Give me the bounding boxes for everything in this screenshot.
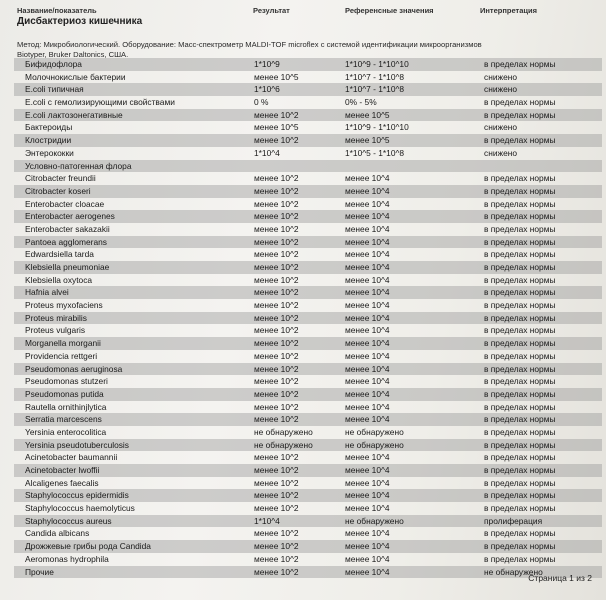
row-interpretation: в пределах нормы [484,325,556,336]
row-name: Клостридии [25,135,72,146]
table-row [14,185,602,198]
table-row [14,223,602,236]
row-result: менее 10^2 [254,236,299,247]
row-interpretation: в пределах нормы [484,414,556,425]
row-interpretation: в пределах нормы [484,528,556,539]
row-interpretation: снижено [484,147,518,158]
row-result: менее 10^2 [254,363,299,374]
row-name: Edwardsiella tarda [25,249,94,260]
table-row [14,553,602,566]
row-name: Acinetobacter lwoffii [25,465,100,475]
row-result: менее 10^2 [254,325,299,336]
row-reference: менее 10^4 [345,274,390,285]
row-result: менее 10^2 [254,477,299,488]
row-result: не обнаружено [254,426,313,437]
row-reference: менее 10^4 [345,338,390,349]
row-result: менее 10^2 [254,223,299,234]
table-row [14,261,602,274]
row-interpretation: в пределах нормы [484,211,556,222]
row-name: Прочие [25,566,54,577]
table-row [14,401,602,414]
row-name: Acinetobacter baumannii [25,452,118,463]
row-reference: менее 10^4 [345,503,390,514]
table-row [14,312,602,325]
row-name: Providencia rettgeri [25,350,98,361]
row-reference: 1*10^5 - 1*10^8 [345,147,405,158]
row-reference: менее 10^4 [345,300,390,311]
table-row [14,286,602,299]
row-result: менее 10^2 [254,553,299,564]
row-result: менее 10^5 [254,71,299,82]
row-interpretation: в пределах нормы [484,426,556,437]
row-name: Staphylococcus epidermidis [25,490,129,501]
row-name: Klebsiella pneumoniae [25,262,110,272]
row-result: менее 10^2 [254,173,299,184]
row-name: Alcaligenes faecalis [25,477,99,488]
row-reference: 1*10^9 - 1*10^10 [345,59,409,69]
row-name: Enterobacter sakazakii [25,223,110,234]
row-interpretation: в пределах нормы [484,274,556,285]
table-row [14,274,602,287]
row-name: Citrobacter koseri [25,185,91,196]
row-reference: менее 10^5 [345,135,390,146]
row-interpretation: в пределах нормы [484,439,556,450]
row-reference: менее 10^4 [345,173,390,184]
row-result: менее 10^2 [254,338,299,349]
row-reference: менее 10^4 [345,553,390,564]
row-reference: менее 10^4 [345,452,390,463]
row-interpretation: в пределах нормы [484,249,556,260]
row-interpretation: в пределах нормы [484,363,556,374]
row-interpretation: в пределах нормы [484,97,556,108]
row-name: Yersinia pseudotuberculosis [25,439,129,450]
row-result: 0 % [254,97,269,108]
row-interpretation: в пределах нормы [484,338,556,349]
row-result: менее 10^2 [254,249,299,260]
row-reference: менее 10^4 [345,401,390,412]
row-reference: менее 10^4 [345,262,390,272]
header-reference: Референсные значения [345,6,434,15]
table-row [14,121,602,134]
row-reference: менее 10^4 [345,541,390,552]
row-result: менее 10^2 [254,541,299,552]
row-reference: не обнаружено [345,426,404,437]
row-interpretation: в пределах нормы [484,173,556,184]
row-result: менее 10^2 [254,262,299,272]
row-interpretation: в пределах нормы [484,477,556,488]
row-reference: 1*10^7 - 1*10^8 [345,71,405,82]
row-result: менее 10^2 [254,414,299,425]
table-row [14,489,602,502]
row-reference: не обнаружено [345,515,404,526]
row-reference: менее 10^4 [345,350,390,361]
row-reference: менее 10^4 [345,414,390,425]
table-row [14,236,602,249]
row-reference: менее 10^4 [345,363,390,374]
row-reference: менее 10^4 [345,490,390,501]
row-reference: 1*10^9 - 1*10^10 [345,122,409,133]
row-reference: менее 10^4 [345,376,390,387]
header-result: Результат [253,6,290,15]
row-reference: менее 10^4 [345,477,390,488]
row-interpretation: в пределах нормы [484,300,556,311]
table-row [14,172,602,185]
row-reference: менее 10^4 [345,249,390,260]
table-row [14,324,602,337]
table-row [14,566,602,579]
row-reference: менее 10^4 [345,388,390,399]
row-name: Rautella ornithinjlytica [25,401,107,412]
row-name: Staphylococcus aureus [25,515,112,526]
row-name: Pseudomonas putida [25,388,104,399]
row-reference: менее 10^4 [345,325,390,336]
row-name: E.coli типичная [25,84,84,95]
row-interpretation: в пределах нормы [484,109,556,120]
row-interpretation: в пределах нормы [484,198,556,209]
row-result: 1*10^4 [254,147,280,158]
table-row [14,464,602,477]
row-reference: менее 10^5 [345,109,390,120]
row-interpretation: пролиферация [484,515,543,526]
row-result: 1*10^6 [254,84,280,95]
row-result: менее 10^2 [254,274,299,285]
row-name: E.coli с гемолизирующими свойствами [25,97,175,108]
table-row [14,375,602,388]
row-reference: менее 10^4 [345,312,390,323]
row-result: менее 10^5 [254,122,299,133]
table-row [14,198,602,211]
row-result: менее 10^2 [254,566,299,577]
row-interpretation: в пределах нормы [484,503,556,514]
row-interpretation: в пределах нормы [484,236,556,247]
row-name: Условно-патогенная флора [25,160,132,171]
table-row [14,540,602,553]
header-interpretation: Интерпретация [480,6,537,15]
method-line-2: Biotyper, Bruker Daltonics, США. [17,50,129,59]
row-name: Hafnia alvei [25,287,69,298]
report-title: Дисбактериоз кишечника [17,16,143,27]
row-reference: менее 10^4 [345,287,390,298]
table-row [14,477,602,490]
row-result: менее 10^2 [254,211,299,222]
table-row [14,350,602,363]
row-interpretation: в пределах нормы [484,223,556,234]
row-result: 1*10^9 [254,59,280,69]
row-name: Enterobacter aerogenes [25,211,115,222]
row-interpretation: в пределах нормы [484,490,556,501]
page-footer: Страница 1 из 2 [528,573,592,583]
section-row [14,160,602,173]
row-reference: 1*10^7 - 1*10^8 [345,84,405,95]
row-result: менее 10^2 [254,312,299,323]
row-result: менее 10^2 [254,465,299,475]
row-reference: не обнаружено [345,439,404,450]
row-result: менее 10^2 [254,185,299,196]
row-name: Citrobacter freundii [25,173,96,184]
results-table [14,58,602,578]
row-interpretation: в пределах нормы [484,376,556,387]
table-row [14,134,602,147]
row-name: Дрожжевые грибы рода Candida [25,541,151,552]
header-name: Название/показатель [17,6,97,15]
row-interpretation: не обнаружено [484,566,543,577]
table-row [14,83,602,96]
row-name: Pantoea agglomerans [25,236,107,247]
row-interpretation: в пределах нормы [484,312,556,323]
row-interpretation: в пределах нормы [484,262,556,272]
row-result: менее 10^2 [254,350,299,361]
table-row [14,363,602,376]
row-interpretation: снижено [484,122,518,133]
row-name: Proteus myxofaciens [25,300,103,311]
row-reference: менее 10^4 [345,465,390,475]
row-name: Энтерококки [25,147,74,158]
row-reference: 0% - 5% [345,97,377,108]
row-interpretation: в пределах нормы [484,465,556,475]
row-reference: менее 10^4 [345,223,390,234]
table-row [14,337,602,350]
row-result: менее 10^2 [254,388,299,399]
table-row [14,388,602,401]
table-row [14,451,602,464]
row-name: Serratia marcescens [25,414,102,425]
method-line-1: Метод: Микробиологический. Оборудование: Масс-спектрометр MALDI-TOF microflex с системой идентификации микроорганизмов [17,40,482,49]
table-row [14,413,602,426]
table-row [14,299,602,312]
row-interpretation: в пределах нормы [484,553,556,564]
table-row [14,426,602,439]
row-name: Yersinia enterocolitica [25,426,107,437]
row-name: E.coli лактозонегативные [25,109,123,120]
row-result: менее 10^2 [254,503,299,514]
row-result: 1*10^4 [254,515,280,526]
table-row [14,58,602,71]
row-interpretation: в пределах нормы [484,59,556,69]
row-name: Candida albicans [25,528,90,539]
table-row [14,147,602,160]
row-result: менее 10^2 [254,198,299,209]
row-name: Morganella morganii [25,338,101,349]
row-name: Enterobacter cloacae [25,198,105,209]
row-result: менее 10^2 [254,287,299,298]
row-interpretation: в пределах нормы [484,401,556,412]
row-reference: менее 10^4 [345,198,390,209]
row-interpretation: в пределах нормы [484,350,556,361]
row-name: Klebsiella oxytoca [25,274,93,285]
row-result: менее 10^2 [254,452,299,463]
row-name: Бактероиды [25,122,73,133]
row-reference: менее 10^4 [345,211,390,222]
row-name: Бифидофлора [25,59,82,69]
row-result: менее 10^2 [254,135,299,146]
row-name: Pseudomonas aeruginosa [25,363,123,374]
table-row [14,109,602,122]
table-row [14,248,602,261]
row-interpretation: в пределах нормы [484,135,556,146]
row-interpretation: в пределах нормы [484,287,556,298]
row-reference: менее 10^4 [345,185,390,196]
row-result: менее 10^2 [254,401,299,412]
row-result: менее 10^2 [254,109,299,120]
row-interpretation: в пределах нормы [484,185,556,196]
row-interpretation: снижено [484,84,518,95]
row-reference: менее 10^4 [345,236,390,247]
table-row [14,515,602,528]
table-row [14,502,602,515]
row-name: Staphylococcus haemolyticus [25,503,135,514]
row-result: не обнаружено [254,439,313,450]
row-reference: менее 10^4 [345,566,390,577]
row-interpretation: снижено [484,71,518,82]
table-row [14,96,602,109]
row-name: Молочнокислые бактерии [25,71,126,82]
row-result: менее 10^2 [254,300,299,311]
row-interpretation: в пределах нормы [484,452,556,463]
row-interpretation: в пределах нормы [484,541,556,552]
row-result: менее 10^2 [254,376,299,387]
row-reference: менее 10^4 [345,528,390,539]
row-interpretation: в пределах нормы [484,388,556,399]
row-name: Aeromonas hydrophila [25,553,109,564]
row-name: Pseudomonas stutzeri [25,376,108,387]
row-result: менее 10^2 [254,528,299,539]
row-name: Proteus mirabilis [25,312,87,323]
table-row [14,439,602,452]
row-name: Proteus vulgaris [25,325,86,336]
table-row [14,527,602,540]
table-row [14,71,602,84]
row-result: менее 10^2 [254,490,299,501]
table-row [14,210,602,223]
